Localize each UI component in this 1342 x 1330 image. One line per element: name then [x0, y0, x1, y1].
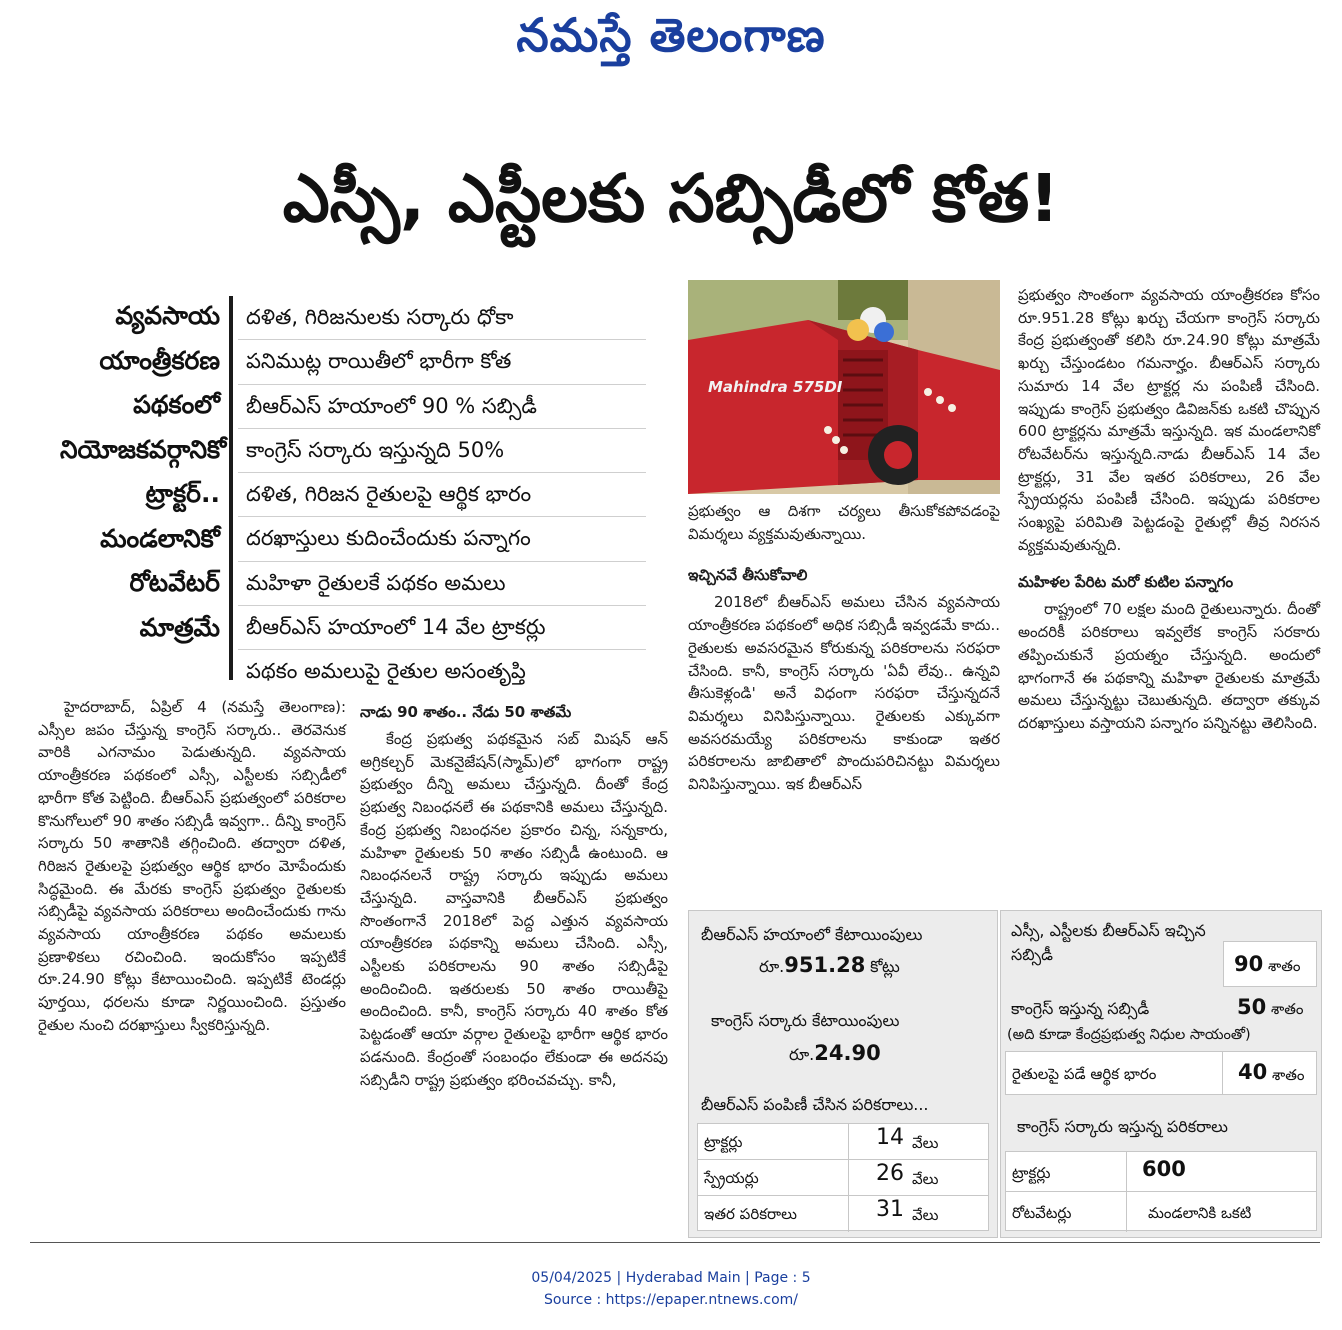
article-column-2 [360, 694, 668, 1091]
tractor-illustration [688, 280, 1000, 494]
amount-unit: కోట్లు [870, 957, 900, 976]
highlight-item: బీఆర్ఎస్ హయాంలో 14 వేల ట్రాకర్లు [238, 606, 646, 650]
highlight-item: బీఆర్ఎస్ హయాంలో 90 % సబ్సిడీ [238, 385, 646, 429]
brs-allocation-value [759, 955, 900, 977]
footer-rule [30, 1242, 1320, 1243]
subsidy-info-box [1000, 910, 1322, 1238]
tractors-count: 600 [1142, 1157, 1186, 1181]
kicker-line: మాత్రమే [139, 612, 220, 642]
kicker-line: వ్యవసాయ [115, 301, 220, 330]
item-unit: వేలు [912, 1170, 939, 1188]
amount-number: 24.90 [814, 1041, 881, 1065]
item-label: రోటవేటర్లు [1012, 1204, 1072, 1222]
percent-unit: శాతం [1268, 957, 1301, 975]
kicker-line: నియోజకవర్గానికో [60, 434, 227, 464]
highlight-item: దరఖాస్తులు కుదించేందుకు పన్నాగం [238, 517, 646, 561]
highlight-item: దళిత, గిరిజనులకు సర్కారు ధోకా [238, 296, 646, 340]
section-subhead: నాడు 90 శాతం.. నేడు 50 శాతమే [360, 703, 572, 721]
article-column-3 [688, 500, 1000, 796]
currency-prefix: రూ. [759, 957, 785, 976]
percent-unit: శాతం [1272, 1066, 1305, 1084]
kicker-line: ట్రాక్టర్.. [145, 479, 220, 508]
page-headline: ఎస్సీ, ఎస్టీలకు సబ్సిడీలో కోత! [282, 160, 1060, 237]
congress-items-label: కాంగ్రెస్ సర్కారు ఇస్తున్న పరికరాలు [1017, 1117, 1228, 1136]
kicker-line: యాంత్రీకరణ [99, 345, 220, 375]
distribution-table [697, 1123, 989, 1231]
brs-subsidy-value-cell [1223, 941, 1317, 987]
masthead-logo: నమస్తే తెలంగాణ [516, 8, 826, 62]
percent-number: 50 [1237, 995, 1267, 1019]
article-column-4 [1018, 284, 1320, 735]
item-count: 26 [876, 1161, 904, 1186]
highlight-list [238, 296, 646, 695]
kicker-line: మండలానికో [100, 523, 220, 553]
kicker-block [60, 294, 227, 650]
burden-label: రైతులపై పడే ఆర్థిక భారం [1012, 1065, 1157, 1083]
article-paragraph: 2018లో బీఆర్ఎస్ అమలు చేసిన వ్యవసాయ యాంత్రీకరణ పథకంలో అధిక సబ్సిడీ ఇవ్వడమే కాదు.. రైతులకు అవసరమైన కోరుకున్న పరికరాలను సరఫరా చేసింది. కానీ, కాంగ్రెస్ సర్కారు 'ఏవీ లేవు.. ఉన్నవి తీసుకెళ్లండి' అనే విధంగా సరఫరా చేస్తున్నదనే విమర్శలు వినిపిస్తున్నాయి. రైతులకు ఎక్కువగా అవసరమయ్యే పరికరాలను కాకుండా ఇతర పరికరాలను జాబితాలో పొందుపరిచినట్టు విమర్శలు వినిపిస్తున్నాయి. ఇక బీఆర్ఎస్ [688, 593, 1000, 794]
table-row [698, 1160, 988, 1196]
article-column-1 [38, 696, 346, 1037]
article-paragraph: ప్రభుత్వం ఆ దిశగా చర్యలు తీసుకోకపోవడంపై విమర్శలు వ్యక్తమవుతున్నాయి. [688, 502, 1000, 543]
currency-prefix: రూ. [789, 1045, 815, 1064]
rotavator-count: మండలానికి ఒకటి [1148, 1204, 1252, 1222]
highlight-item: దళిత, గిరిజన రైతులపై ఆర్థిక భారం [238, 473, 646, 517]
section-subhead: ఇచ్చినవే తీసుకోవాలి [688, 566, 808, 585]
item-count: 14 [876, 1125, 904, 1150]
percent-number: 90 [1234, 952, 1264, 976]
item-unit: వేలు [912, 1134, 939, 1152]
table-row [698, 1196, 988, 1232]
footer-date-line: 05/04/2025 | Hyderabad Main | Page : 5 [531, 1270, 811, 1286]
article-paragraph: ప్రభుత్వం సొంతంగా వ్యవసాయ యాంత్రీకరణ కోసం రూ.951.28 కోట్లు ఖర్చు చేయగా కాంగ్రెస్ సర్కారు కేంద్ర ప్రభుత్వంతో కలిసి రూ.24.90 కోట్లు మాత్రమే ఖర్చు చేస్తుండటం గమనార్హం. బీఆర్ఎస్ సర్కారు సుమారు 14 వేల ట్రాక్టర్ల ను పంపిణీ చేసింది. ఇప్పుడు కాంగ్రెస్ ప్రభుత్వం డివిజన్‌కు ఒకటి చొప్పున 600 ట్రాక్టర్లను మాత్రమే ఇస్తున్నది. ఇక మండలానికో రోటవేటర్‌ను ఇస్తున్నది.నాడు బీఆర్ఎస్ 14 వేల ట్రాక్టర్లు, 31 వేల ఇతర పరికరాలు, 26 వేల స్ప్రేయర్లను పంపిణీ చేసింది. ఇప్పుడు పరికరాల సంఖ్యపై పరిమితి పెట్టడంపై రైతుల్లో తీవ్ర నిరసన వ్యక్తమవుతున్నది. [1018, 286, 1320, 554]
brs-distribution-label: బీఆర్ఎస్ పంపిణీ చేసిన పరికరాలు... [701, 1095, 929, 1114]
article-paragraph: హైదరాబాద్, ఏప్రిల్ 4 (నమస్తే తెలంగాణ): ఎస్సీల జపం చేస్తున్న కాంగ్రెస్ సర్కారు.. తెరవెనుక వారికి ఎగనామం పెడుతున్నది. వ్యవసాయ యాంత్రీకరణ పథకంలో ఎస్సీ, ఎస్టీలకు సబ్సిడీలో భారీగా కోత పెట్టింది. బీఆర్ఎస్ ప్రభుత్వంలో పరికరాల కొనుగోలులో 90 శాతం సబ్సిడీ ఇవ్వగా.. దీన్ని కాంగ్రెస్ సర్కారు 50 శాతానికి తగ్గించింది. తద్వారా దళిత, గిరిజన రైతులపై ప్రభుత్వం ఆర్థిక భారం మోపేందుకు సిద్ధమైంది. ఈ మేరకు కాంగ్రెస్ ప్రభుత్వం రైతులకు సబ్సిడీపై వ్యవసాయ పరికరాలు అందించేందుకు గాను వ్యవసాయ యాంత్రీకరణ పథకం అమలుకు ప్రణాళికలు రచించింది. ఇందుకోసం ఇప్పటికే రూ.24.90 కోట్లు కేటాయించింది. ఇప్పటికే టెండర్లు పూర్తయి, ధరలను కూడా నిర్ణయించింది. ప్రస్తుతం రైతుల నుంచి దరఖాస్తులు స్వీకరిస్తున్నది. [38, 698, 346, 1034]
highlight-item: కాంగ్రెస్ సర్కారు ఇస్తున్నది 50% [238, 429, 646, 473]
highlight-item: పథకం అమలుపై రైతుల అసంతృప్తి [246, 659, 526, 684]
percent-unit: శాతం [1271, 1000, 1304, 1018]
article-paragraph: రాష్ట్రంలో 70 లక్షల మంది రైతులున్నారు. దీంతో అందరికీ పరికరాలు ఇవ్వలేక కాంగ్రెస్ సరకారు తప్పించుకునే ప్రయత్నం చేస్తున్నది. అందులో భాగంగానే ఈ పథకాన్ని మహిళా రైతులకు మాత్రమే అమలు చేస్తున్నట్టు చెబుతున్నది. తద్వారా తక్కువ దరఖాస్తులు వస్తాయని పన్నాగం పన్నినట్టు తెలిసింది. [1018, 600, 1320, 732]
highlight-item: మహిళా రైతులకే పథకం అమలు [238, 562, 646, 606]
brs-allocation-label: బీఆర్ఎస్ హయాంలో కేటాయింపులు [701, 925, 923, 944]
item-label: ట్రాక్టర్లు [704, 1133, 743, 1151]
table-row [1006, 1192, 1316, 1232]
brs-subsidy-label: ఎస్సీ, ఎస్టీలకు బీఆర్ఎస్ ఇచ్చిన సబ్సిడీ [1011, 921, 1206, 964]
congress-subsidy-note: (అది కూడా కేంద్రప్రభుత్వ నిధుల సాయంతో) [1007, 1027, 1251, 1043]
percent-number: 40 [1238, 1060, 1268, 1084]
congress-subsidy-label: కాంగ్రెస్ ఇస్తున్న సబ్సిడీ [1011, 999, 1150, 1018]
tractor-brand-text: Mahindra 575DI [708, 378, 843, 396]
footer-source-link[interactable]: Source : https://epaper.ntnews.com/ [543, 1292, 799, 1308]
burden-row [1005, 1051, 1317, 1095]
kicker-line: పథకంలో [133, 390, 220, 419]
item-label: ఇతర పరికరాలు [704, 1205, 797, 1223]
table-row [698, 1124, 988, 1160]
article-paragraph: కేంద్ర ప్రభుత్వ పథకమైన సబ్ మిషన్ ఆన్ అగ్రికల్చర్ మెకనైజేషన్(స్మామ్)లో భాగంగా రాష్ట్ర ప్రభుత్వం దీన్ని అమలు చేస్తున్నది. దీంతో కేంద్ర ప్రభుత్వ నిబంధనలే ఈ పథకానికి అమలు చేస్తున్నది. కేంద్ర ప్రభుత్వ నిబంధనల ప్రకారం చిన్న, సన్నకారు, మహిళా రైతులకు 50 శాతం సబ్సిడీ ఉంటుంది. ఆ నిబంధనలనే రాష్ట్ర సర్కారు ఇప్పుడు అమలు చేస్తున్నది. వాస్తవానికి బీఆర్ఎస్ ప్రభుత్వం సొంతంగానే 2018లో పెద్ద ఎత్తున వ్యవసాయ యాంత్రీకరణ పథకాన్ని అమలు చేసింది. ఎస్సీ, ఎస్టీలకు పరికరాలను 90 శాతం సబ్సిడీపై అందించింది. ఇతరులకు 50 శాతం రాయితీపై అందించింది. కానీ, కాంగ్రెస్ సర్కారు 40 శాతం కోత పెట్టడంతో ఆయా వర్గాల రైతులపై భారీగా ఆర్థిక భారం పడనుంది. కేంద్రంతో సంబంధం లేకుండా ఈ అదనపు సబ్సిడీని రాష్ట్ర ప్రభుత్వం భరించవచ్చు. కానీ, [360, 730, 668, 1089]
item-unit: వేలు [912, 1206, 939, 1224]
kicker-divider [229, 296, 233, 680]
allocation-info-box [688, 910, 998, 1238]
highlight-item: పనిముట్ల రాయితీలో భారీగా కోత [238, 340, 646, 384]
table-row [1006, 1152, 1316, 1192]
amount-number: 951.28 [784, 953, 866, 977]
congress-items-table [1005, 1151, 1317, 1231]
section-subhead: మహిళల పేరిట మరో కుటిల పన్నాగం [1018, 573, 1234, 592]
tractor-photo [688, 280, 1000, 494]
congress-allocation-label: కాంగ్రెస్ సర్కారు కేటాయింపులు [711, 1011, 900, 1030]
congress-allocation-value [789, 1043, 881, 1065]
item-label: స్ప్రేయర్లు [704, 1169, 759, 1187]
item-label: ట్రాక్టర్లు [1012, 1164, 1051, 1182]
kicker-line: రోటవేటర్ [129, 568, 220, 597]
item-count: 31 [876, 1197, 904, 1222]
